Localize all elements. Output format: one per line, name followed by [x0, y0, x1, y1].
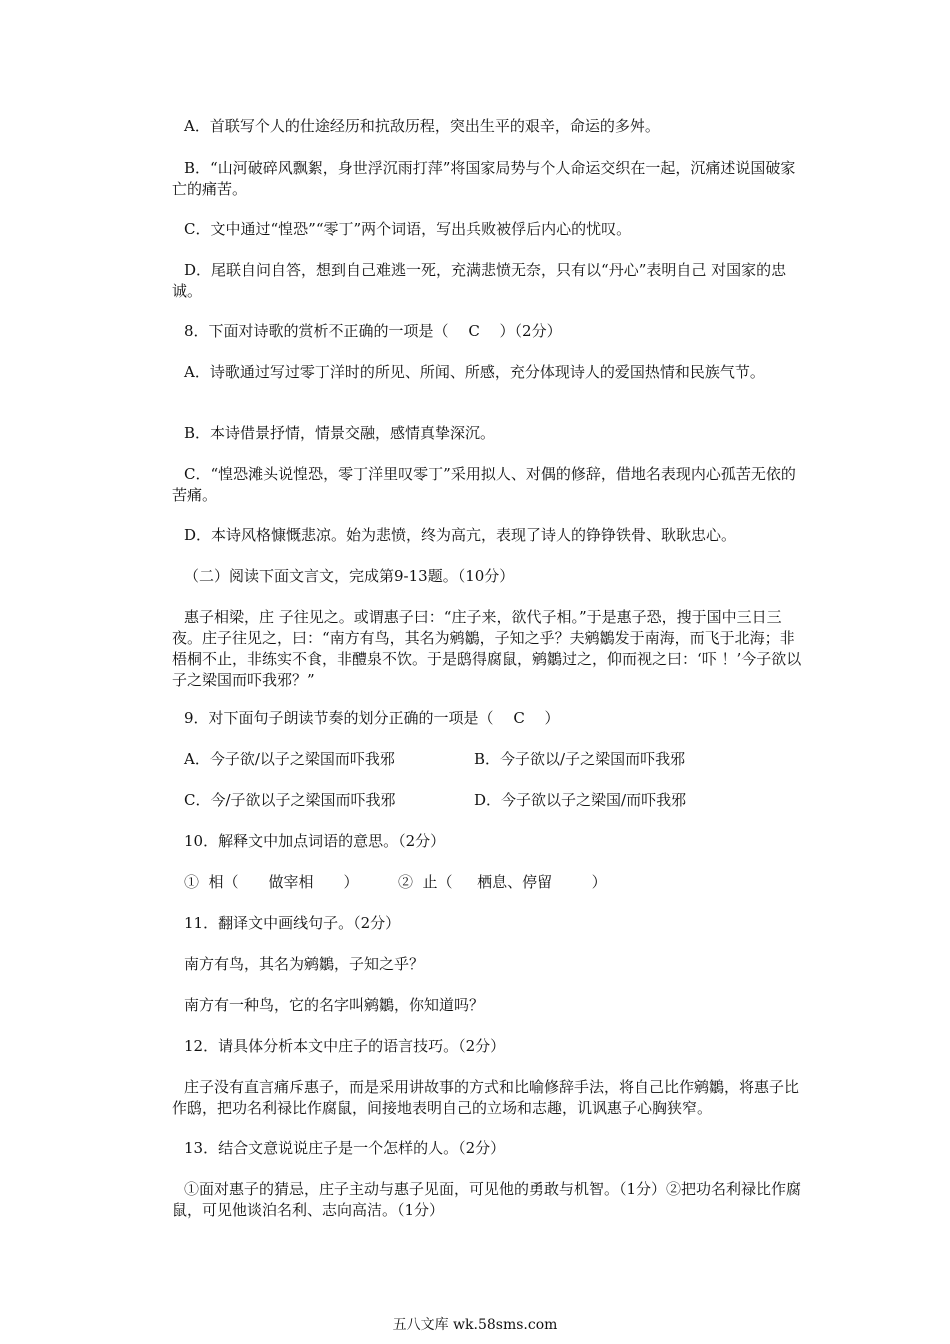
section2-passage: 惠子相梁，庄 子往见之。或谓惠子曰：“庄子来，欲代子相。”于是惠子恐，搜于国中三日三夜。庄子往见之，曰：“南方有鸟，其名为鹓鶵，子知之乎？夫鹓鶵发于南海，而飞于北海；非梧桐不止，非练实不食，非醴泉不饮。于是鸱得腐鼠，鹓鶵过之，仰而视之曰：‘吓 ！’今子欲以子之梁国而吓我邪？” [172, 608, 802, 689]
q11-stem: 11．翻译文中画线句子。（2分） [184, 914, 401, 932]
q11-answer: 南方有一种鸟，它的名字叫鹓鶵，你知道吗？ [184, 996, 485, 1014]
q9-option-d: D．今子欲以子之梁国/而吓我邪 [474, 791, 687, 809]
q10-item-2: ② 止（ 栖息、停留 ） [398, 873, 607, 891]
q10-stem: 10．解释文中加点词语的意思。（2分） [184, 832, 446, 850]
q10-item-1: ① 相（ 做宰相 ） [184, 873, 359, 891]
q12-answer: 庄子没有直言痛斥惠子，而是采用讲故事的方式和比喻修辞手法，将自己比作鹓鶵，将惠子比作鸱，把功名利禄比作腐鼠，间接地表明自己的立场和志趣，讥讽惠子心胸狭窄。 [172, 1078, 800, 1117]
q8-option-b: B．本诗借景抒情，情景交融，感情真挚深沉。 [184, 424, 496, 442]
q9-option-a: A．今子欲/以子之梁国而吓我邪 [184, 750, 395, 768]
q11-sentence: 南方有鸟，其名为鹓鶵，子知之乎？ [184, 955, 425, 973]
q13-stem: 13．结合文意说说庄子是一个怎样的人。（2分） [184, 1139, 506, 1157]
q8-option-a: A．诗歌通过写过零丁洋时的所见、所闻、所感，充分体现诗人的爱国热情和民族气节。 [184, 363, 765, 381]
q8-stem: 8．下面对诗歌的赏析不正确的一项是（ C ）（2分） [184, 322, 562, 340]
q7-option-c: C．文中通过“惶恐”“零丁”两个词语，写出兵败被俘后内心的忧叹。 [184, 220, 632, 238]
q7-option-b: B．“山河破碎风飘絮，身世浮沉雨打萍”将国家局势与个人命运交织在一起，沉痛述说国破家亡的痛苦。 [172, 159, 796, 198]
footer-watermark: 五八文库 wk.58sms.com [392, 1317, 558, 1333]
q8-option-d: D．本诗风格慷慨悲凉。始为悲愤，终为高亢，表现了诗人的铮铮铁骨、耿耿忠心。 [184, 526, 737, 544]
q13-answer: ①面对惠子的猜忌，庄子主动与惠子见面，可见他的勇敢与机智。（1分）②把功名利禄比作腐鼠，可见他谈泊名利、志向高洁。（1分） [172, 1180, 802, 1219]
q9-option-b: B．今子欲以/子之梁国而吓我邪 [474, 750, 686, 768]
q7-option-a: A．首联写个人的仕途经历和抗敌历程，突出生平的艰辛，命运的多舛。 [184, 117, 660, 135]
q9-stem: 9．对下面句子朗读节奏的划分正确的一项是（ C ） [184, 709, 560, 727]
q7-option-d: D．尾联自问自答，想到自己难逃一死，充满悲愤无奈，只有以“丹心”表明自己 对国家的忠诚。 [172, 261, 787, 300]
section2-heading: （二）阅读下面文言文，完成第9-13题。（10分） [184, 567, 515, 585]
q12-stem: 12．请具体分析本文中庄子的语言技巧。（2分） [184, 1037, 506, 1055]
q8-option-c: C．“惶恐滩头说惶恐，零丁洋里叹零丁”采用拟人、对偶的修辞，借地名表现内心孤苦无依的苦痛。 [172, 465, 796, 504]
q9-option-c: C．今/子欲以子之梁国而吓我邪 [184, 791, 396, 809]
